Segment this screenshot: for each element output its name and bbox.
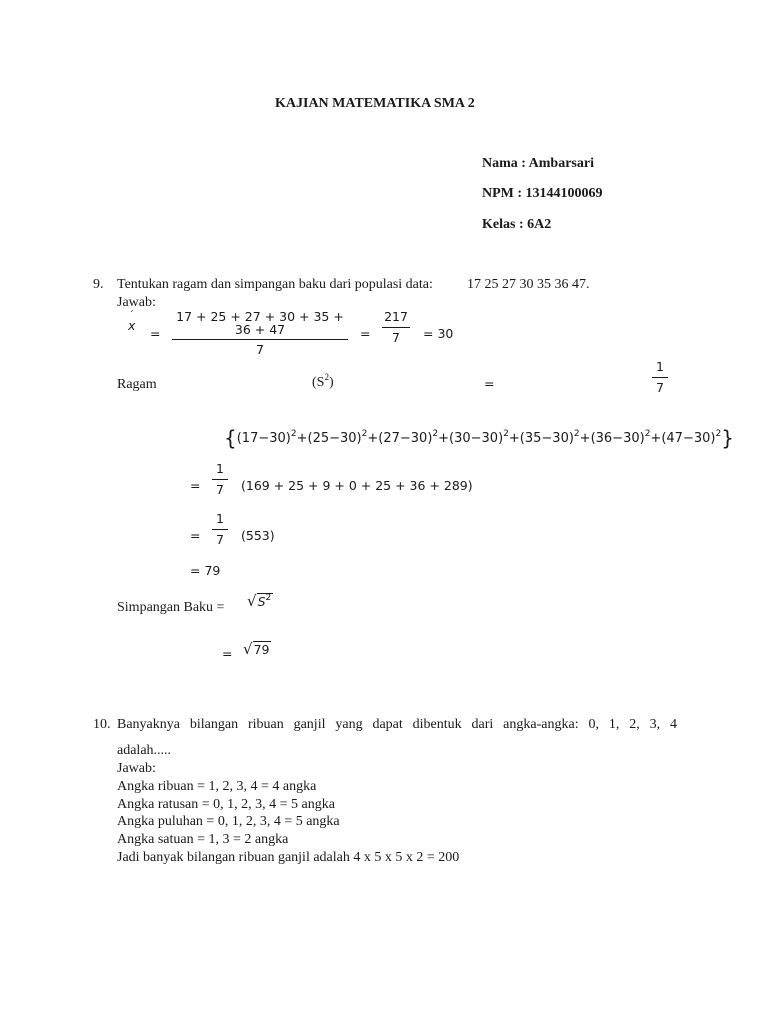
mean-sum: 217	[384, 309, 408, 324]
q10-line-ratusan: Angka ratusan = 0, 1, 2, 3, 4 = 5 angka	[117, 797, 335, 812]
mean-sum-fraction	[382, 311, 410, 344]
ragam-result: = 79	[190, 563, 221, 578]
squares-sum: (169 + 25 + 9 + 0 + 25 + 36 + 289)	[241, 478, 473, 493]
step3-fraction: 1 7	[212, 513, 228, 546]
q10-question-end: adalah.....	[117, 743, 172, 758]
q10-line-satuan: Angka satuan = 1, 3 = 2 angka	[117, 832, 289, 847]
page-title: KAJIAN MATEMATIKA SMA 2	[275, 96, 475, 111]
step2-fraction: 1 7	[212, 463, 228, 496]
student-npm: NPM : 13144100069	[482, 186, 603, 201]
mean-equals: =	[150, 326, 161, 341]
mean-numerator: 17 + 25 + 27 + 30 + 35 + 36 + 47	[176, 309, 344, 337]
q10-conclusion: Jadi banyak bilangan ribuan ganjil adalah 4 x 5 x 5 x 2 = 200	[117, 850, 460, 865]
q10-answer-label: Jawab:	[117, 761, 156, 776]
simpangan-label: Simpangan Baku =	[117, 600, 225, 615]
mean-symbol: ´ x	[128, 310, 136, 333]
ragam-fraction-one-seventh: 1 7	[652, 361, 668, 394]
q9-question: Tentukan ragam dan simpangan baku dari populasi data:	[117, 277, 433, 292]
mean-equals-2: =	[360, 326, 371, 341]
mean-sum-denominator: 7	[392, 329, 400, 345]
mean-result: = 30	[423, 326, 454, 341]
mean-denominator: 7	[256, 342, 264, 357]
squared-deviations: $\{(17-30)^2+(25-30)^2+(27-30)^2+(30-30)^2+(35-30)^2+(36-30)^2+(47-30)^2\}$	[224, 426, 734, 450]
q10-number: 10.	[93, 717, 111, 732]
q9-data-values: 17 25 27 30 35 36 47.	[467, 277, 590, 292]
student-class: Kelas : 6A2	[482, 217, 552, 232]
ragam-equals: =	[484, 376, 495, 391]
q10-line-puluhan: Angka puluhan = 0, 1, 2, 3, 4 = 5 angka	[117, 814, 340, 829]
q10-question: Banyaknya bilangan ribuan ganjil yang dapat dibentuk dari angka-angka: 0, 1, 2, 3, 4	[117, 717, 677, 732]
ragam-symbol: $(S^2)$	[312, 372, 334, 390]
ragam-label: Ragam	[117, 377, 157, 392]
sqrt-equals: =	[222, 646, 233, 661]
total-sum: (553)	[241, 528, 275, 543]
sqrt-s-squared: $√S^2$	[247, 592, 272, 610]
step2-equals: =	[190, 478, 201, 493]
q9-number: 9.	[93, 277, 104, 292]
student-name: Nama : Ambarsari	[482, 156, 594, 171]
q9-answer-label: Jawab:	[117, 295, 156, 310]
mean-fraction	[172, 311, 348, 357]
sqrt-79: √79	[243, 640, 270, 658]
step3-equals: =	[190, 528, 201, 543]
q10-line-ribuan: Angka ribuan = 1, 2, 3, 4 = 4 angka	[117, 779, 317, 794]
